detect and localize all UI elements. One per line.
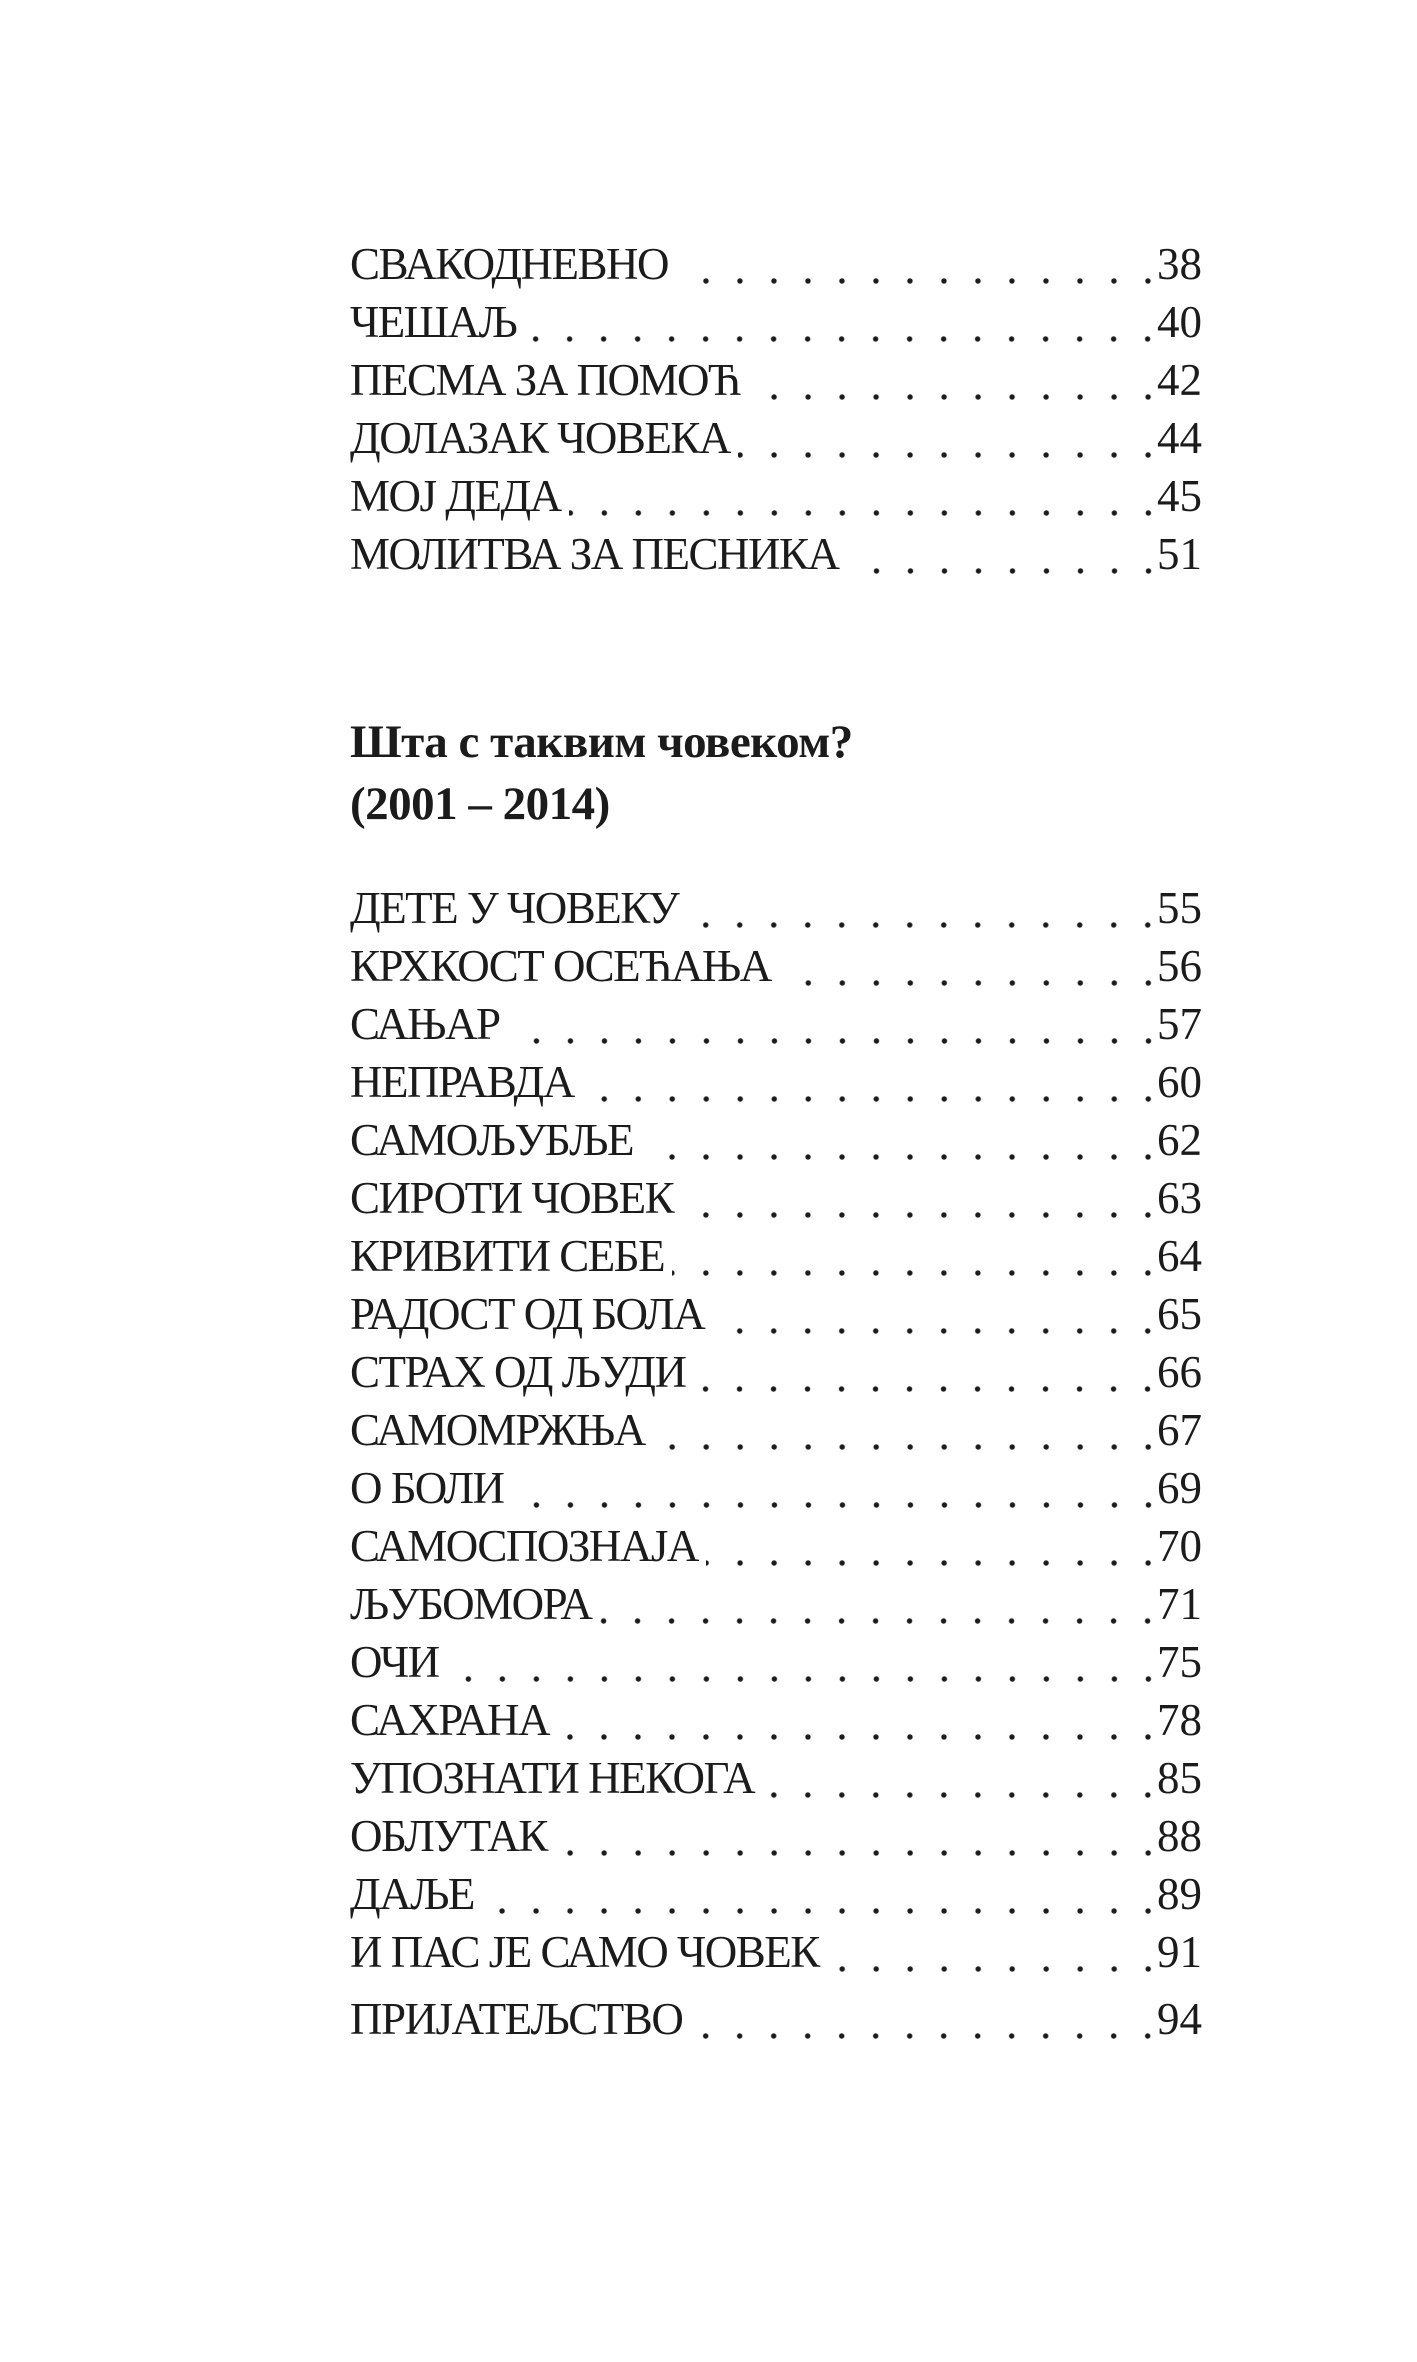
toc-entry-title: КРХКОСТ ОСЕЋАЊА [350,941,771,991]
toc-entry-page-number: 55 [1157,883,1202,933]
toc-entry-page-number: 71 [1157,1579,1202,1629]
toc-entry [350,1227,1202,1285]
toc-entry-page-number: 65 [1157,1289,1202,1339]
toc-entry [350,879,1202,937]
toc-entry-page-number: 67 [1157,1405,1202,1455]
toc-entry-page-number: 57 [1157,999,1202,1049]
toc-entry-title: ОБЛУТАК [350,1811,547,1861]
toc-entry [350,1691,1202,1749]
toc-entry [350,1517,1202,1575]
toc-entry-title: ДОЛАЗАК ЧОВЕКА [350,413,730,463]
toc-entry-page-number: 94 [1157,1994,1202,2044]
toc-entry-title: МОЛИТВА ЗА ПЕСНИКА [350,529,839,579]
toc-list-bottom [350,879,1202,2048]
dot-leader [676,235,1152,293]
dot-leader [508,995,1152,1053]
dot-leader [641,1111,1152,1169]
toc-entry [350,525,1202,583]
dot-leader [693,1343,1152,1401]
dot-leader [779,937,1152,995]
toc-entry-title: СИРОТИ ЧОВЕК [350,1173,674,1223]
dot-leader [569,467,1152,525]
toc-entry [350,235,1202,293]
toc-entry [350,409,1202,467]
toc-entry-title: ПРИЈАТЕЉСТВО [350,1994,683,2044]
toc-entry [350,1575,1202,1633]
dot-leader [681,1169,1152,1227]
toc-entry [350,1807,1202,1865]
toc-entry [350,1169,1202,1227]
toc-entry-title: И ПАС ЈЕ САМО ЧОВЕК [350,1927,819,1977]
toc-entry [350,293,1202,351]
toc-entry-title: САМОЉУБЉЕ [350,1115,633,1165]
toc-entry-title: САМОСПОЗНАЈА [350,1521,698,1571]
toc-entry [350,1749,1202,1807]
toc-section-bottom [350,879,1202,2048]
toc-entry [350,1459,1202,1517]
toc-entry [350,1053,1202,1111]
toc-entry-title: ПЕСМА ЗА ПОМОЋ [350,355,740,405]
toc-entry-title: САЊАР [350,999,500,1049]
toc-list-top [350,235,1202,583]
table-of-contents [350,0,1202,2048]
dot-leader [686,879,1152,937]
dot-leader [524,293,1152,351]
toc-entry-page-number: 89 [1157,1869,1202,1919]
dot-leader [672,1227,1152,1285]
toc-entry-title: МОЈ ДЕДА [350,471,561,521]
dot-leader [447,1633,1152,1691]
toc-entry-title: ДАЉЕ [350,1869,474,1919]
toc-entry [350,1990,1202,2048]
toc-entry-page-number: 42 [1157,355,1202,405]
dot-leader [706,1517,1152,1575]
toc-entry [350,1285,1202,1343]
toc-entry-page-number: 85 [1157,1753,1202,1803]
toc-entry-title: НЕПРАВДА [350,1057,574,1107]
toc-entry-title: УПОЗНАТИ НЕКОГА [350,1753,755,1803]
toc-entry-title: ЧЕШАЉ [350,297,517,347]
toc-entry-page-number: 69 [1157,1463,1202,1513]
toc-entry-title: О БОЛИ [350,1463,504,1513]
section-heading-title: Шта с таквим човеком? [350,716,853,768]
toc-entry-page-number: 66 [1157,1347,1202,1397]
toc-entry-page-number: 40 [1157,297,1202,347]
dot-leader [690,1990,1152,2048]
dot-leader [847,525,1152,583]
toc-entry-title: КРИВИТИ СЕБЕ [350,1231,665,1281]
dot-leader [557,1691,1152,1749]
toc-entry-page-number: 45 [1157,471,1202,521]
toc-entry [350,1865,1202,1923]
toc-entry-page-number: 75 [1157,1637,1202,1687]
toc-entry-page-number: 91 [1157,1927,1202,1977]
toc-entry [350,1923,1202,1981]
dot-leader [762,1749,1152,1807]
toc-entry [350,995,1202,1053]
toc-entry-page-number: 62 [1157,1115,1202,1165]
toc-entry-title: СТРАХ ОД ЉУДИ [350,1347,686,1397]
toc-entry [350,467,1202,525]
toc-entry [350,1111,1202,1169]
section-heading-years: (2001 – 2014) [350,778,610,830]
toc-entry-title: ЉУБОМОРА [350,1579,592,1629]
dot-leader [653,1401,1152,1459]
toc-entry-page-number: 78 [1157,1695,1202,1745]
toc-entry [350,937,1202,995]
dot-leader [512,1459,1152,1517]
section-heading [350,711,1202,835]
toc-entry [350,1343,1202,1401]
toc-entry-title: САХРАНА [350,1695,550,1745]
toc-entry-page-number: 38 [1157,239,1202,289]
dot-leader [599,1575,1152,1633]
toc-entry-title: САМОМРЖЊА [350,1405,645,1455]
toc-entry [350,351,1202,409]
toc-entry-title: СВАКОДНЕВНО [350,239,669,289]
toc-entry-page-number: 88 [1157,1811,1202,1861]
toc-entry-page-number: 60 [1157,1057,1202,1107]
dot-leader [712,1285,1152,1343]
toc-entry-title: ОЧИ [350,1637,439,1687]
toc-entry-title: РАДОСТ ОД БОЛА [350,1289,705,1339]
toc-entry-page-number: 44 [1157,413,1202,463]
dot-leader [748,351,1152,409]
toc-entry-title: ДЕТЕ У ЧОВЕКУ [350,883,679,933]
toc-section-top [350,235,1202,583]
dot-leader [555,1807,1152,1865]
dot-leader [482,1865,1152,1923]
dot-leader [738,409,1152,467]
toc-entry-page-number: 64 [1157,1231,1202,1281]
toc-entry-page-number: 63 [1157,1173,1202,1223]
dot-leader [582,1053,1152,1111]
toc-entry-page-number: 56 [1157,941,1202,991]
toc-entry-page-number: 51 [1157,529,1202,579]
toc-entry [350,1401,1202,1459]
toc-entry-page-number: 70 [1157,1521,1202,1571]
toc-entry [350,1633,1202,1691]
dot-leader [827,1923,1152,1981]
